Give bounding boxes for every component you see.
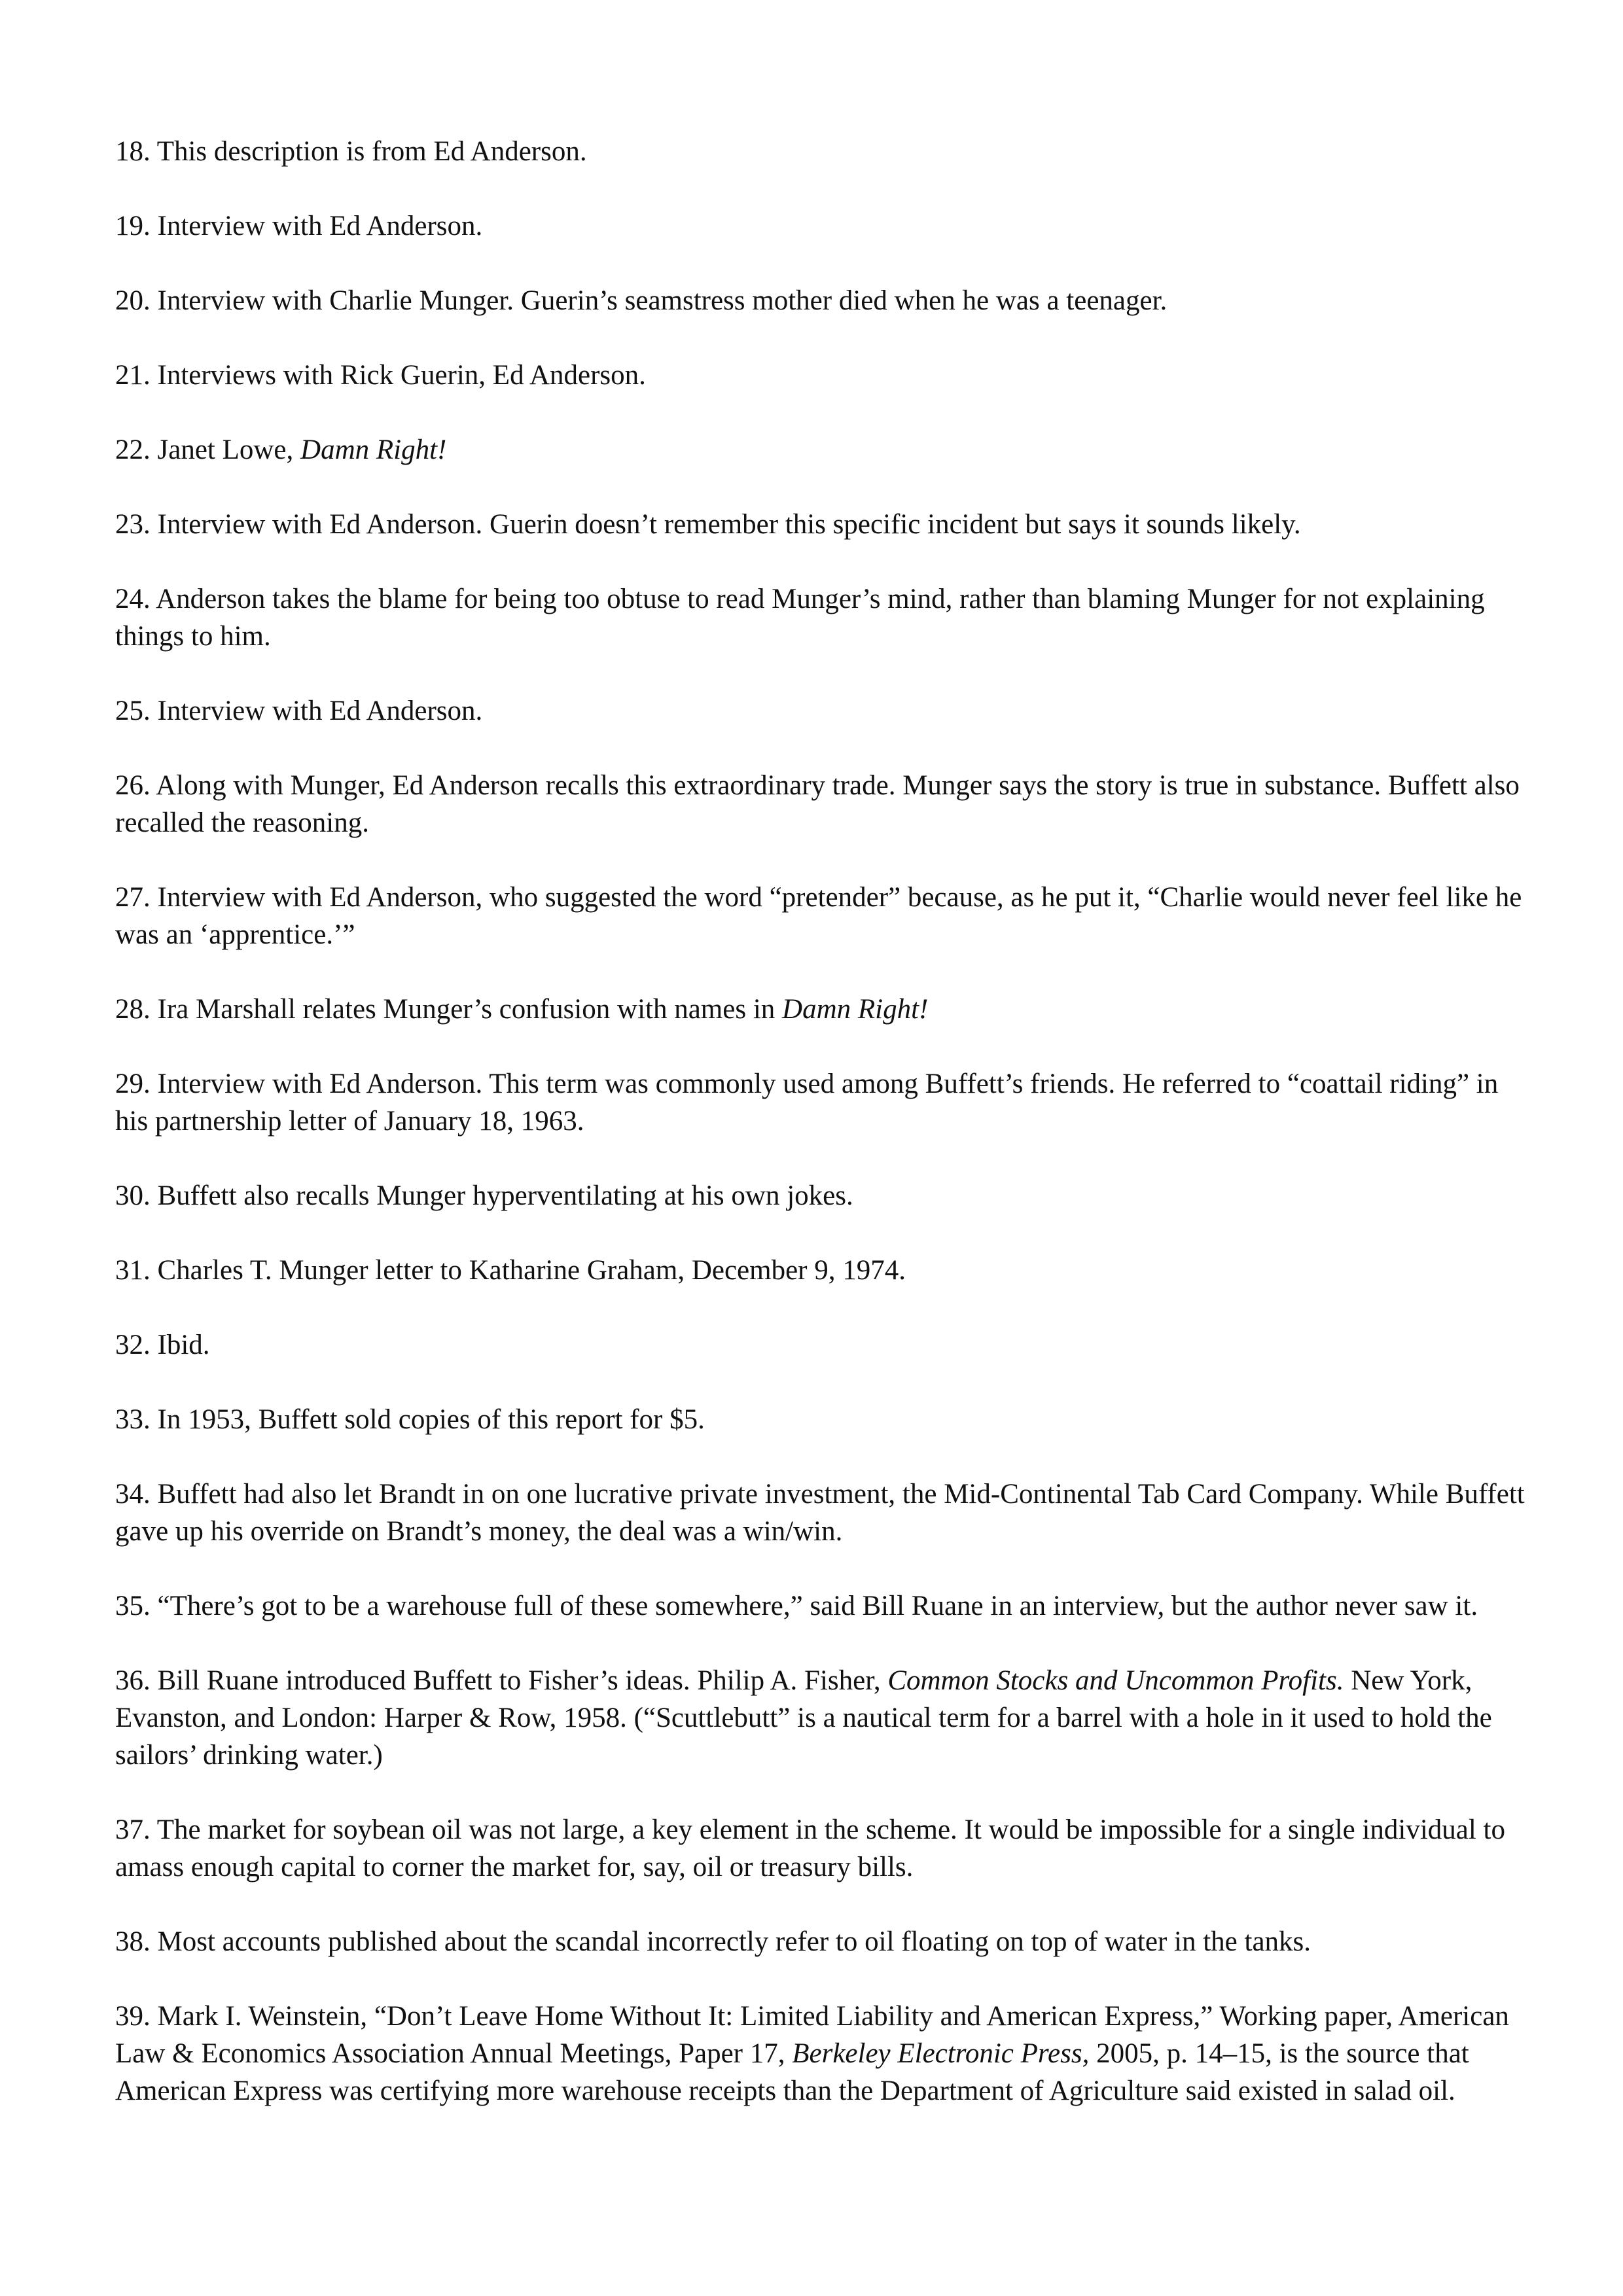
- endnote: [115, 1923, 1529, 1960]
- endnote: [115, 506, 1529, 543]
- endnote-text: 23. Interview with Ed Anderson. Guerin doesn’t remember this specific incident but says it sounds likely.: [115, 509, 1301, 540]
- endnote: [115, 357, 1529, 394]
- endnote-text: 36. Bill Ruane introduced Buffett to Fisher’s ideas. Philip A. Fisher,: [115, 1665, 888, 1696]
- endnote: [115, 1662, 1529, 1774]
- endnote-text: 31. Charles T. Munger letter to Katharine Graham, December 9, 1974.: [115, 1255, 906, 1286]
- endnote-italic-title: Damn Right!: [300, 434, 447, 465]
- endnote-text: 21. Interviews with Rick Guerin, Ed Anderson.: [115, 360, 646, 391]
- endnote: [115, 1065, 1529, 1140]
- endnote: [115, 879, 1529, 953]
- endnote-text: 26. Along with Munger, Ed Anderson recalls this extraordinary trade. Munger says the story is true in substance. Buffett also recalled the reasoning.: [115, 770, 1520, 838]
- endnote-text: 38. Most accounts published about the scandal incorrectly refer to oil floating on top of water in the tanks.: [115, 1926, 1311, 1957]
- endnote: [115, 1475, 1529, 1550]
- endnote-italic-title: Common Stocks and Uncommon Profits.: [887, 1665, 1344, 1696]
- endnote-text: 35. “There’s got to be a warehouse full of these somewhere,” said Bill Ruane in an interview, but the author never saw it.: [115, 1591, 1478, 1621]
- endnote: [115, 282, 1529, 319]
- endnote: [115, 1811, 1529, 1886]
- endnote-text: 33. In 1953, Buffett sold copies of this report for $5.: [115, 1404, 705, 1435]
- endnote-text: 2005, p. 14–15, is the source that American Express was certifying more warehouse receipts than the Department of Agriculture said existed in salad oil.: [115, 2038, 1469, 2106]
- endnote-text: 32. Ibid.: [115, 1330, 210, 1360]
- endnote-text: 30. Buffett also recalls Munger hyperventilating at his own jokes.: [115, 1180, 853, 1211]
- endnote: [115, 133, 1529, 170]
- endnote-italic-title: Damn Right!: [782, 994, 929, 1025]
- endnote: [115, 207, 1529, 245]
- endnote-text: New York, Evanston, and London: Harper & Row, 1958. (“Scuttlebutt” is a nautical term for a barrel with a hole in it used to hold the sailors’ drinking water.): [115, 1665, 1492, 1771]
- endnote: [115, 1326, 1529, 1364]
- endnote-text: 29. Interview with Ed Anderson. This term was commonly used among Buffett’s friends. He referred to “coattail riding” in his partnership letter of January 18, 1963.: [115, 1069, 1499, 1137]
- endnote-italic-title: Berkeley Electronic Press,: [792, 2038, 1090, 2069]
- endnotes-page: [115, 133, 1529, 2147]
- endnote: [115, 1587, 1529, 1625]
- endnote: [115, 1252, 1529, 1289]
- endnote-text: 34. Buffett had also let Brandt in on one lucrative private investment, the Mid-Continental Tab Card Company. While Buffett gave up his override on Brandt’s money, the deal was a win/win.: [115, 1479, 1525, 1547]
- endnote: [115, 692, 1529, 730]
- endnote: [115, 431, 1529, 468]
- endnote: [115, 767, 1529, 841]
- endnote-text: 24. Anderson takes the blame for being too obtuse to read Munger’s mind, rather than blaming Munger for not explaining things to him.: [115, 584, 1485, 652]
- endnote: [115, 991, 1529, 1028]
- endnote: [115, 1998, 1529, 2110]
- endnote-text: 22. Janet Lowe,: [115, 434, 301, 465]
- endnote-text: 20. Interview with Charlie Munger. Guerin’s seamstress mother died when he was a teenager.: [115, 285, 1168, 316]
- endnote: [115, 1401, 1529, 1438]
- endnote-text: 25. Interview with Ed Anderson.: [115, 696, 483, 726]
- endnote-text: 37. The market for soybean oil was not large, a key element in the scheme. It would be impossible for a single individual to amass enough capital to corner the market for, say, oil or treasury bills.: [115, 1814, 1506, 1882]
- endnote: [115, 1177, 1529, 1214]
- endnote-text: 39. Mark I. Weinstein, “Don’t Leave Home Without It: Limited Liability and American Express,” Working paper, American Law & Economics Association Annual Meetings, Paper 17,: [115, 2001, 1509, 2069]
- endnote-text: 18. This description is from Ed Anderson.: [115, 136, 587, 167]
- endnote-text: 27. Interview with Ed Anderson, who suggested the word “pretender” because, as he put it, “Charlie would never feel like he was an ‘apprentice.’”: [115, 882, 1522, 950]
- endnote: [115, 580, 1529, 655]
- endnote-text: 28. Ira Marshall relates Munger’s confusion with names in: [115, 994, 783, 1025]
- endnote-text: 19. Interview with Ed Anderson.: [115, 211, 483, 241]
